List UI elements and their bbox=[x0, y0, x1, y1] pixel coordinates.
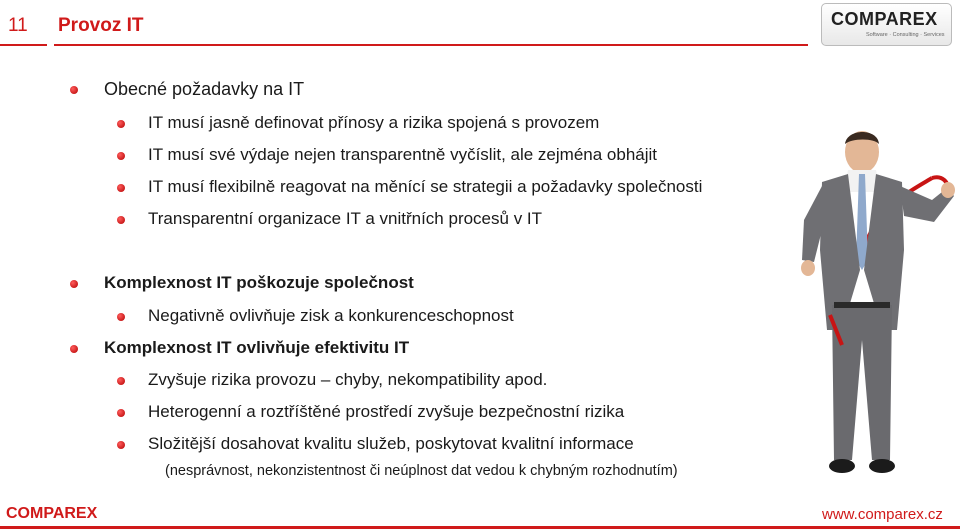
bullet-icon bbox=[117, 152, 125, 160]
comparex-logo bbox=[821, 3, 952, 46]
page-title: Provoz IT bbox=[58, 15, 144, 36]
bullet-icon bbox=[70, 86, 78, 94]
bullet-icon bbox=[117, 441, 125, 449]
list-item: IT musí flexibilně reagovat na měnící se strategii a požadavky společnosti bbox=[148, 177, 703, 196]
bullet-icon bbox=[117, 184, 125, 192]
slide-number: 11 bbox=[8, 15, 28, 36]
logo-tagline: Software · Consulting · Services bbox=[866, 32, 945, 38]
section-heading: Obecné požadavky na IT bbox=[104, 79, 305, 99]
bullet-icon bbox=[117, 313, 125, 321]
slide-number-rule bbox=[0, 44, 47, 46]
footer-rule bbox=[0, 526, 960, 529]
list-item: Složitější dosahovat kvalitu služeb, poskytovat kvalitní informace bbox=[148, 434, 634, 453]
list-item: IT musí své výdaje nejen transparentně vyčíslit, ale zejména obhájit bbox=[148, 145, 658, 164]
bullet-icon bbox=[117, 377, 125, 385]
bullet-icon bbox=[117, 120, 125, 128]
list-item: Negativně ovlivňuje zisk a konkurenceschopnost bbox=[148, 306, 514, 325]
footer-brand: COMPAREX bbox=[6, 505, 98, 522]
bullet-icon bbox=[70, 280, 78, 288]
section-heading: Komplexnost IT poškozuje společnost bbox=[104, 273, 414, 292]
businessman-icon bbox=[782, 130, 960, 502]
list-item: Heterogenní a roztříštěné prostředí zvyšuje bezpečnostní rizika bbox=[148, 402, 625, 421]
list-item: IT musí jasně definovat přínosy a rizika spojená s provozem bbox=[148, 113, 600, 132]
bullet-icon bbox=[70, 345, 78, 353]
section-heading: Komplexnost IT ovlivňuje efektivitu IT bbox=[104, 338, 410, 357]
logo-wordmark: COMPAREX bbox=[831, 9, 938, 29]
list-item: Transparentní organizace IT a vnitřních procesů v IT bbox=[148, 209, 543, 228]
list-item: Zvyšuje rizika provozu – chyby, nekompatibility apod. bbox=[148, 370, 548, 389]
bullet-icon bbox=[117, 409, 125, 417]
footer-url[interactable]: www.comparex.cz bbox=[822, 506, 943, 523]
bullet-icon bbox=[117, 216, 125, 224]
list-note: (nesprávnost, nekonzistentnost či neúplnost dat vedou k chybným rozhodnutím) bbox=[165, 463, 678, 479]
title-rule bbox=[54, 44, 808, 46]
